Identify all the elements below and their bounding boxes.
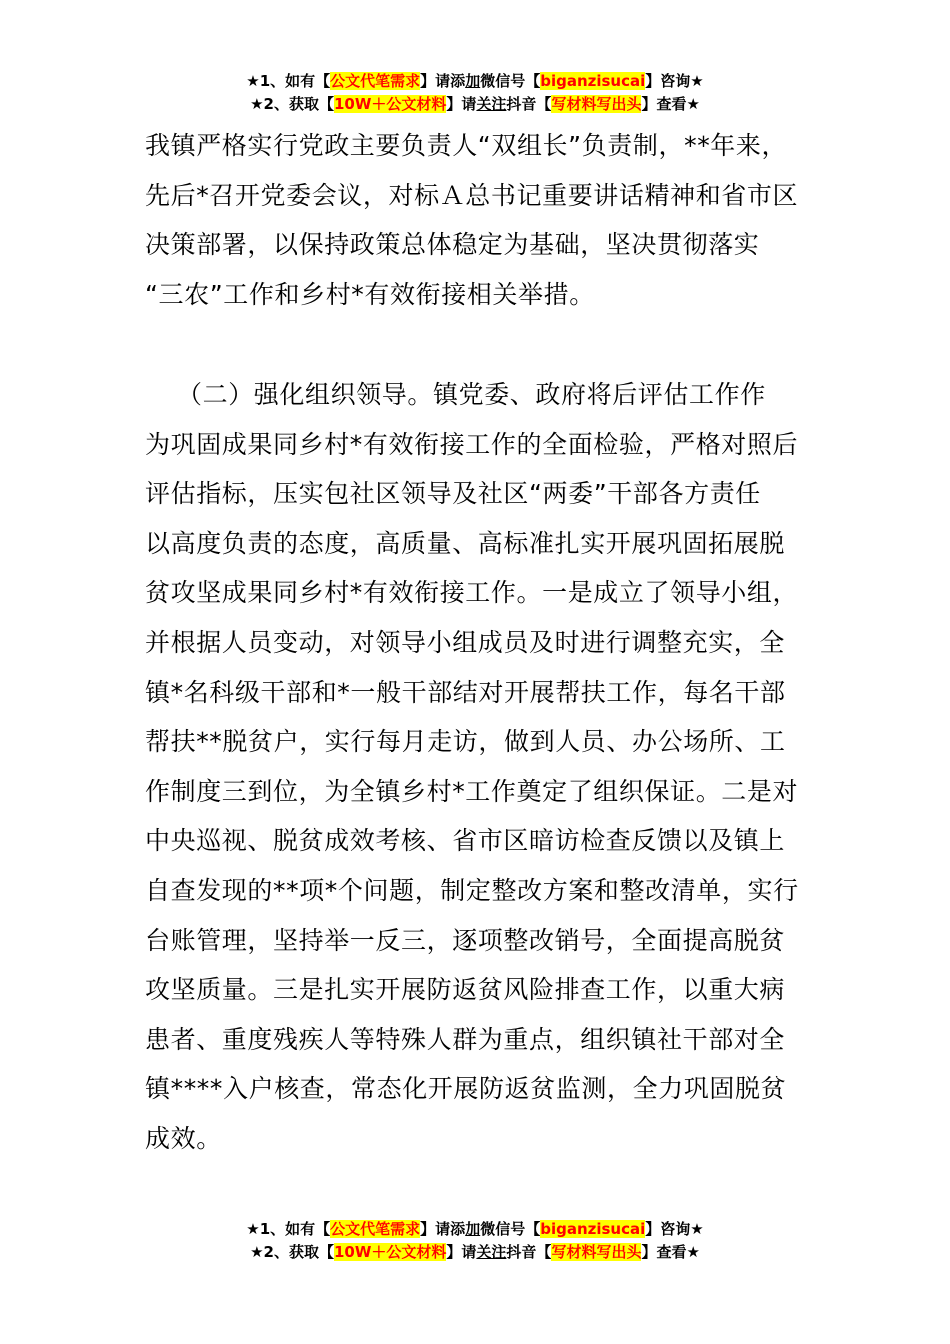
promo-text: 抖音【 [506, 1243, 552, 1261]
promo-line-1 [0, 1218, 950, 1241]
promo-text: 】请添 [420, 72, 466, 90]
text-line: “三农”工作和乡村*有效衔接相关举措。 [145, 279, 595, 309]
promo-text: ★1、如有【 [246, 72, 331, 90]
promo-notice-bottom [0, 1218, 950, 1264]
promo-line-2 [0, 93, 950, 116]
text-line: 成效。 [145, 1123, 222, 1153]
promo-text: 微信号【 [480, 72, 541, 90]
promo-text: 】查看★ [641, 95, 700, 113]
promo-text: 】请 [446, 95, 477, 113]
highlight-service: 公文代笔需求 [330, 1220, 421, 1238]
promo-text: 】请 [446, 1243, 477, 1261]
text-line: 镇****入户核查，常态化开展防返贫监测，全力巩固脱贫 [145, 1074, 787, 1104]
text-line: 作制度三到位，为全镇乡村*工作奠定了组织保证。二是对 [145, 776, 799, 806]
highlight-wechat-id: biganzisucai [540, 72, 646, 90]
promo-text-emphasis: 关注 [476, 1243, 507, 1261]
promo-text: 】咨询★ [645, 72, 704, 90]
text-line: 镇*名科级干部和*一般干部结对开展帮扶工作，每名干部 [145, 677, 786, 707]
text-line: 贫攻坚成果同乡村*有效衔接工作。一是成立了领导小组， [145, 578, 799, 608]
promo-text: ★1、如有【 [246, 1220, 331, 1238]
text-line: 帮扶**脱贫户，实行每月走访，做到人员、办公场所、工 [145, 727, 786, 757]
text-line: 台账管理，坚持举一反三，逐项整改销号，全面提高脱贫 [145, 925, 786, 955]
promo-text-emphasis: 加 [465, 1220, 481, 1238]
text-line: 攻坚质量。三是扎实开展防返贫风险排查工作，以重大病 [145, 975, 786, 1005]
highlight-materials: 10W＋公文材料 [333, 1243, 447, 1261]
promo-text: 】咨询★ [645, 1220, 704, 1238]
promo-text: ★2、获取【 [250, 95, 334, 113]
promo-text: 抖音【 [506, 95, 552, 113]
promo-text: 微信号【 [480, 1220, 541, 1238]
promo-text: ★2、获取【 [250, 1243, 334, 1261]
highlight-douyin: 写材料写出头 [551, 95, 642, 113]
paragraph-1 [145, 121, 825, 319]
promo-line-1 [0, 70, 950, 93]
promo-text-emphasis: 加 [465, 72, 481, 90]
promo-notice-top [0, 70, 950, 116]
paragraph-2 [145, 370, 825, 1164]
text-line: 以高度负责的态度，高质量、高标准扎实开展巩固拓展脱 [145, 528, 786, 558]
text-line: 决策部署，以保持政策总体稳定为基础，坚决贯彻落实 [145, 230, 760, 260]
promo-text: 】查看★ [641, 1243, 700, 1261]
text-line: 患者、重度残疾人等特殊人群为重点，组织镇社干部对全 [145, 1024, 786, 1054]
text-line: 评估指标，压实包社区领导及社区“两委”干部各方责任 [145, 479, 761, 509]
text-line: 中央巡视、脱贫成效考核、省市区暗访检查反馈以及镇上 [145, 826, 786, 856]
text-line: 先后*召开党委会议，对标Ａ总书记重要讲话精神和省市区 [145, 180, 799, 210]
highlight-douyin: 写材料写出头 [551, 1243, 642, 1261]
highlight-materials: 10W＋公文材料 [333, 95, 447, 113]
promo-line-2 [0, 1241, 950, 1264]
text-line: 自查发现的**项*个问题，制定整改方案和整改清单，实行 [145, 875, 799, 905]
text-line: （二）强化组织领导。镇党委、政府将后评估工作作 [177, 380, 766, 409]
highlight-service: 公文代笔需求 [330, 72, 421, 90]
promo-text: 】请添 [420, 1220, 466, 1238]
text-line: 我镇严格实行党政主要负责人“双组长”负责制，**年来， [145, 131, 788, 160]
highlight-wechat-id: biganzisucai [540, 1220, 646, 1238]
text-line: 为巩固成果同乡村*有效衔接工作的全面检验，严格对照后 [145, 429, 799, 459]
promo-text-emphasis: 关注 [476, 95, 507, 113]
text-line: 并根据人员变动，对领导小组成员及时进行调整充实，全 [145, 627, 786, 657]
